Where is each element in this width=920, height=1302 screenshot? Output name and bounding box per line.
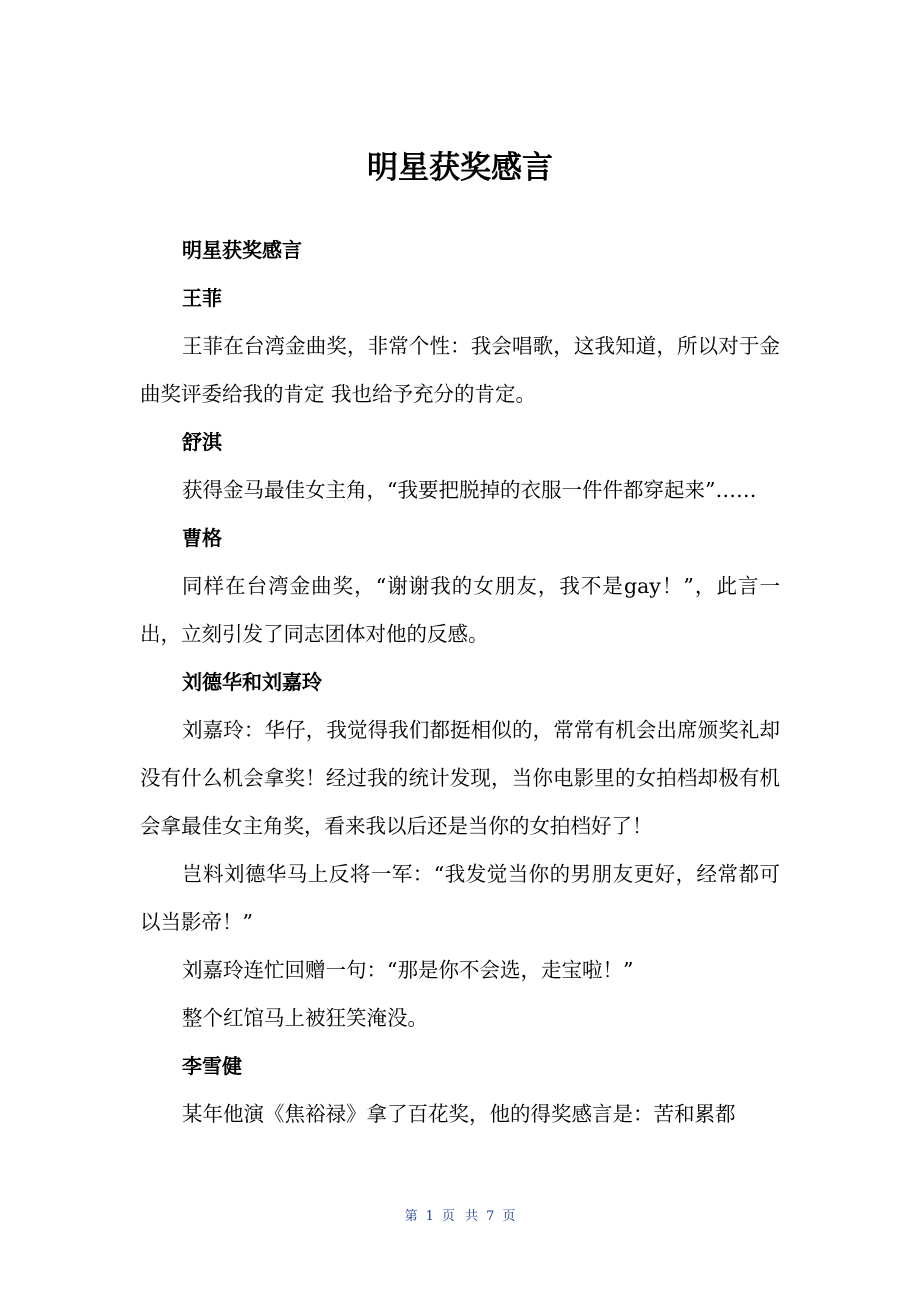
paragraph: 刘嘉玲：华仔，我觉得我们都挺相似的，常常有机会出席颁奖礼却没有什么机会拿奖！经过我的统计发现，当你电影里的女拍档却极有机会拿最佳女主角奖，看来我以后还是当你的女拍档好了！ [140,718,780,838]
section-heading: 舒淇 [182,430,222,454]
footer-total-pages: 7 [486,1209,495,1224]
section-heading: 王菲 [182,286,222,310]
paragraph: 王菲在台湾金曲奖，非常个性：我会唱歌，这我知道，所以对于金曲奖评委给我的肯定 我也给予充分的肯定。 [140,334,780,406]
document-body [140,226,780,1138]
paragraph: 某年他演《焦裕禄》拿了百花奖，他的得奖感言是：苦和累都 [182,1102,736,1126]
section-heading: 李雪健 [182,1054,242,1078]
footer-middle: 页 共 [441,1209,479,1224]
footer-current-page: 1 [425,1209,434,1224]
section-heading: 曹格 [182,526,222,550]
footer-prefix: 第 [404,1209,418,1224]
section-heading: 明星获奖感言 [182,238,302,262]
paragraph: 刘嘉玲连忙回赠一句：“那是你不会选，走宝啦！” [182,958,634,982]
paragraph: 获得金马最佳女主角，“我要把脱掉的衣服一件件都穿起来”…… [182,478,757,502]
page-title: 明星获奖感言 [367,150,553,186]
section-heading: 刘德华和刘嘉玲 [182,670,322,694]
footer-suffix: 页 [502,1209,516,1224]
paragraph: 同样在台湾金曲奖，“谢谢我的女朋友，我不是gay！”，此言一出，立刻引发了同志团体对他的反感。 [140,574,780,646]
paragraph: 岂料刘德华马上反将一军：“我发觉当你的男朋友更好，经常都可以当影帝！” [140,862,780,934]
page-footer [0,1208,920,1226]
paragraph: 整个红馆马上被狂笑淹没。 [182,1006,428,1030]
